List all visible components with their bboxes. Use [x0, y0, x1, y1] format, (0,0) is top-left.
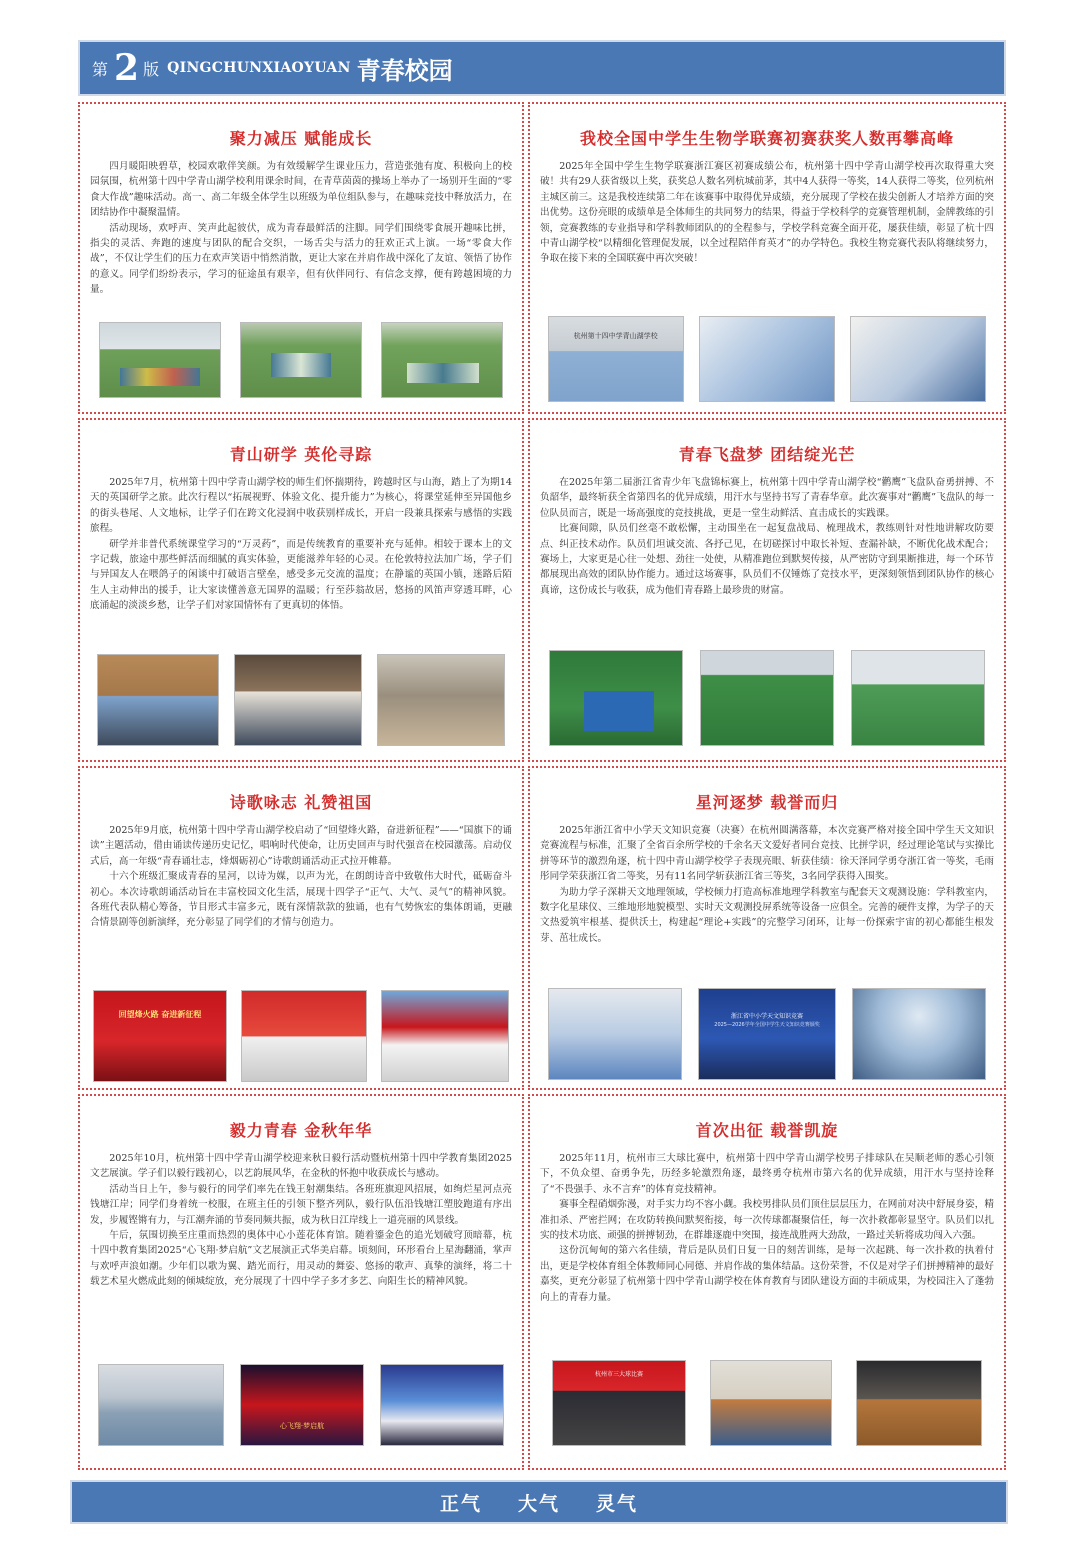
photo-poetry-stage [93, 990, 227, 1082]
page-footer [70, 1480, 1008, 1524]
article-title: 首次出征 载誉凯旋 [695, 1121, 839, 1140]
photo-frisbee-team [549, 650, 683, 746]
article-paragraph: 2025年11月，杭州市三大球比赛中，杭州第十四中学青山湖学校男子排球队在吴顺老师的悉心引领下，不负众望、奋勇争先，历经多轮激烈角逐，最终勇夺杭州市第六名的优异成绩，用汗水与坚持诠释了“不畏强手、永不言弃”的体育竞技精神。 [540, 1153, 994, 1195]
article-title: 星河逐梦 载誉而归 [695, 793, 839, 812]
photo-frisbee-field [700, 650, 834, 746]
photo-volleyball-team [552, 1360, 686, 1446]
photo-bio-group [548, 316, 684, 402]
photo-gala-performance [380, 1364, 504, 1446]
photo-uk-hall [377, 654, 505, 746]
photo-row [540, 1360, 994, 1446]
article-autumn-hike [78, 1094, 524, 1470]
photo-banner-text: 杭州第十四中学青山湖学校 [573, 332, 658, 340]
article-paragraph: 比赛间隙，队员们丝毫不敢松懈，主动围坐在一起复盘战局、梳理战术，教练则针对性地讲解攻防要点、纠正技术动作。队员们坦诚交流、各抒己见，在切磋探讨中取长补短、查漏补缺，不断优化战术配合；赛场上，大家更是心往一处想、劲往一处使，从精准跑位到默契传接，从严密防守到果断推进，每一个环节都展现出高效的团队协作能力。通过这场赛事，队员们不仅锤炼了竞技水平，更深刻领悟到团队协作的核心真谛，这份成长与收获，成为他们青春路上最珍贵的财富。 [540, 523, 994, 596]
article-paragraph: 活动现场，欢呼声、笑声此起彼伏，成为青春最鲜活的注脚。同学们围绕零食展开趣味比拼，指尖的灵活、奔跑的速度与团队的配合交织，一场舌尖与活力的狂欢正式上演。一场“零食大作战”，不仅让学生们的压力在欢声笑语中悄然消散，更让大家在并肩作战中深化了友谊、领悟了协作的意义。同学们纷纷表示，学习的征途虽有艰辛，但有伙伴同行、有信念支撑，便有跨越困境的力量。 [90, 222, 512, 296]
photo-row [86, 990, 516, 1082]
photo-banner-text: 心飞翔·梦启航 [279, 1422, 325, 1430]
article-paragraph: 2025年浙江省中小学天文知识竞赛（决赛）在杭州圆满落幕，本次竞赛严格对接全国中学生天文知识竞赛流程与标准，汇聚了全省百余所学校的千余名天文爱好者同台竞技、比拼学识，经过理论笔试与实操比拼等环节的激烈角逐，杭十四中青山湖学校学子表现亮眼、斩获佳绩：徐天泽同学勇夺浙江省一等奖，毛雨彤同学荣获浙江省二等奖，另有11名同学斩获浙江省三等奖，3名同学获得入围奖。 [540, 825, 994, 883]
article-paragraph: 午后，氛围切换至庄重而热烈的奥体中心小莲花体育馆。随着鎏金色的追光划破穹顶暗幕，杭十四中教育集团2025“心飞翔·梦启航”文艺展演正式华美启幕。顷刻间，环形看台上星海翻涌，掌声与欢呼声浪如潮。少年们以歌为翼、踏光而行，用灵动的舞姿、悠扬的歌声、真挚的演绎，将二十载艺术星火燃成此刻的倾城绽放，充分展现了十四中学子多才多艺、向阳生长的精神风貌。 [90, 1230, 512, 1288]
photo-astro-students [548, 988, 682, 1080]
photo-bio-classroom-1 [699, 316, 835, 402]
article-grid [78, 102, 1006, 1470]
photo-row [90, 322, 512, 398]
motto-word: 正气 [439, 1492, 482, 1515]
article-stress-relief [78, 102, 524, 414]
photo-frisbee-huddle [851, 650, 985, 746]
article-paragraph: 十六个班级汇聚成青春的星河，以诗为媒，以声为光，在朗朗诗音中致敬伟大时代，砥砺奋斗初心。本次诗歌朗诵活动旨在丰富校园文化生活，展现十四学子“正气、大气、灵气”的精神风貌。各班代表队精心筹备，节目形式丰富多元，既有深情款款的独诵，也有气势恢宏的集体朗诵，更融合情景剧等创新演绎，充分彰显了同学们的才情与创造力。 [90, 871, 512, 929]
photo-row [540, 988, 994, 1080]
photo-row [540, 316, 994, 402]
photo-astro-classroom [852, 988, 986, 1080]
article-astronomy [528, 766, 1006, 1090]
article-title: 我校全国中学生生物学联赛初赛获奖人数再攀高峰 [579, 129, 954, 148]
photo-snack-game-3 [381, 322, 503, 398]
article-title: 诗歌咏志 礼赞祖国 [229, 793, 373, 812]
article-paragraph: 2025年全国中学生生物学联赛浙江赛区初赛成绩公布，杭州第十四中学青山湖学校再次取得重大突破！共有29人获省级以上奖，获奖总人数名列杭城前茅，其中4人获得一等奖，14人获得二等奖，位列杭州主城区前三。这是我校连续第二年在该赛事中取得优异成绩，充分展现了学校在拔尖创新人才培养方面的突出优势。这份亮眼的成绩单是全体师生的共同努力的结果，得益于学校科学的竞赛管理机制，金牌教练的引领，竞赛教练的专业指导和学科教师团队的的全程参与，学校学科竞赛全面开花，屡获佳绩，彰显了杭十四中青山湖学校“以精细化管理促发展，以全过程陪伴育英才”的办学特色。我校生物竞赛代表队将继续努力，争取在接下来的全国联赛中再次突破！ [540, 161, 994, 265]
photo-uk-ceremony [234, 654, 362, 746]
article-paragraph: 在2025年第二届浙江省青少年飞盘锦标赛上，杭州第十四中学青山湖学校“鹳鹰”飞盘队奋勇拼搏、不负韶华，最终斩获全省第四名的优异成绩，用汗水与坚持书写了青春华章。此次赛事对“鹳鹰”飞盘队的每一位队员而言，既是一场高强度的竞技挑战，更是一堂生动鲜活、直击成长的实践课。 [540, 477, 994, 519]
article-volleyball [528, 1094, 1006, 1470]
article-paragraph: 2025年9月底，杭州第十四中学青山湖学校启动了“回望烽火路，奋进新征程”——“国旗下的诵读”主题活动，借由诵读传递历史记忆，唱响时代使命，让历史回声与时代强音在校园激荡。启动仪式后，高一年级“青春诵壮志，烽烟砺初心”诗歌朗诵活动正式拉开帷幕。 [90, 825, 512, 867]
section-title: 青春校园 [356, 55, 453, 85]
photo-volleyball-court [710, 1360, 832, 1446]
photo-hike-river [98, 1364, 224, 1446]
page-header [78, 40, 1006, 96]
article-uk-study-tour [78, 418, 524, 762]
page-prefix: 第 [92, 59, 109, 79]
photo-snack-game-2 [240, 322, 362, 398]
photo-bio-classroom-2 [850, 316, 986, 402]
article-frisbee [528, 418, 1006, 762]
photo-gala-stage [240, 1364, 364, 1446]
article-paragraph: 2025年7月，杭州第十四中学青山湖学校的师生们怀揣期待，跨越时区与山海，踏上了为期14天的英国研学之旅。此次行程以“拓展视野、体验文化、提升能力”为核心，将课堂延伸至异国他乡的街头巷尾、人文地标，让学子们在跨文化浸润中收获别样成长，开启一段兼具探索与感悟的实践旅程。 [90, 477, 512, 535]
motto-word: 大气 [517, 1492, 560, 1515]
article-paragraph: 四月暖阳映碧草，校园欢歌伴笑颜。为有效缓解学生课业压力，营造张弛有度、积极向上的校园氛围，杭州第十四中学青山湖学校利用课余时间，在青草茵茵的操场上举办了一场别开生面的“零食大作战”趣味活动。高一、高二年级全体学生以班级为单位组队参与，在趣味竞技中释放活力，在团结协作中凝聚温情。 [90, 161, 512, 219]
article-paragraph: 赛事全程硝烟弥漫，对手实力均不容小觑。我校男排队员们顶住层层压力，在网前对决中舒展身姿，精准扣杀、严密拦网；在攻防转换间默契衔接，每一次传球都凝聚信任，每一次扑救都彰显坚守。队员们以扎实的技术功底、顽强的拼搏韧劲，在群雄逐鹿中突围，接连战胜两大劲敌，一路过关斩将成功闯入六强。 [540, 1199, 994, 1242]
page-number: 2 [114, 47, 140, 89]
article-paragraph: 这份沉甸甸的第六名佳绩，背后是队员们日复一日的刻苦训练，是每一次起跳、每一次扑救的执着付出，更是学校体育组全体教师同心同德、并肩作战的集体结晶。这份荣誉，不仅是对学子们拼搏精神的最好嘉奖，更充分彰显了杭州第十四中学青山湖学校在体育教育与团队建设方面的丰硕成果，为校园注入了蓬勃向上的青春力量。 [540, 1245, 994, 1303]
page-suffix: 版 [143, 59, 160, 79]
article-paragraph: 研学并非普代系统课堂学习的“万灵药”，而是传统教育的重要补充与延伸。相较于课本上的文字记载，旅途中那些鲜活而细腻的真实体验，更能滋养年轻的心灵。在伦敦特拉法加广场，学子们与异国友人在喂鸽子的闲谈中打破语言壁垒，感受多元交流的温度；在静谧的英国小镇，迷路后陌生人主动伸出的援手，让大家读懂善意无国界的温暖；行至莎翁故居，悠扬的风笛声穿透耳畔，心底涌起的淡淡乡愁，让学子们对家国情怀有了更真切的体悟。 [90, 538, 512, 612]
photo-row [90, 654, 512, 746]
article-paragraph: 2025年10月，杭州第十四中学青山湖学校迎来秋日毅行活动暨杭州第十四中学教育集团2025文艺展演。学子们以毅行践初心，以艺韵展风华，在金秋的怀抱中收获成长与感动。 [90, 1153, 512, 1180]
article-title: 青春飞盘梦 团结绽光芒 [678, 445, 856, 464]
photo-banner-text: 回望烽火路 奋进新征程 [118, 1010, 202, 1019]
article-title: 毅力青春 金秋年华 [229, 1121, 373, 1140]
photo-volleyball-match [856, 1360, 982, 1446]
photo-banner-text: 浙江省中小学天文知识竞赛 [730, 1013, 803, 1020]
article-title: 青山研学 英伦寻踪 [229, 445, 373, 464]
photo-snack-game-1 [99, 322, 221, 398]
article-paragraph: 为助力学子深耕天文地理领域，学校倾力打造高标准地理学科教室与配套天文观测设施：学科教室内，数字化星球仪、三维地形地貌模型、实时天文观测投屏系统等设备一应俱全。完善的硬件支撑，为学子的天文热爱筑牢根基、提供沃土，构建起“理论+实践”的完整学习闭环，让每一份探索宇宙的初心都能生根发芽、茁壮成长。 [540, 886, 994, 944]
article-poetry [78, 766, 524, 1090]
section-pinyin: QINGCHUNXIAOYUAN [167, 60, 351, 76]
photo-banner-text: 2025—2026学年全国中学生天文知识竞赛颁奖 [714, 1022, 820, 1028]
photo-uk-group [97, 654, 219, 746]
motto-word: 灵气 [596, 1492, 639, 1515]
photo-banner-text: 杭州市三大球比赛 [594, 1371, 643, 1378]
photo-row [540, 650, 994, 746]
article-paragraph: 活动当日上午，参与毅行的同学们率先在钱王射潮集结。各班班旗迎风招展，如绚烂星河点亮钱塘江岸；同学们身着统一校服，在班主任的引领下整齐列队，毅行队伍沿钱塘江塑胶跑道有序出发，步履铿锵有力，与江潮奔涌的节奏同频共振，成为秋日江岸线上一道亮丽的风景线。 [90, 1183, 512, 1226]
article-title: 聚力减压 赋能成长 [229, 129, 373, 148]
photo-row [90, 1364, 512, 1446]
article-biology-olympiad [528, 102, 1006, 414]
photo-poetry-performers [241, 990, 367, 1082]
photo-astro-award [698, 988, 836, 1080]
photo-poetry-flags [381, 990, 509, 1082]
